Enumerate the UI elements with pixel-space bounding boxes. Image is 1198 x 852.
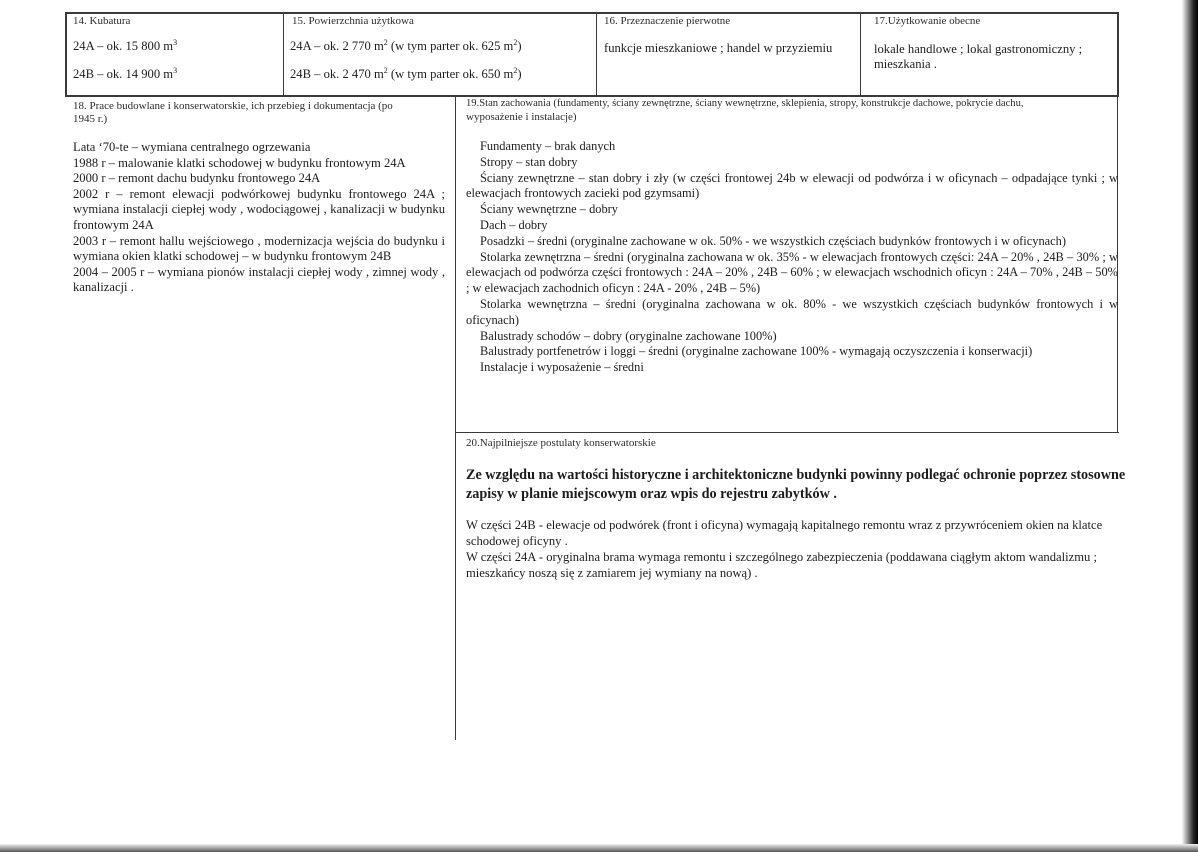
przeznaczenie-value: funkcje mieszkaniowe ; handel w przyziemiu: [604, 41, 833, 55]
kubatura-24a: [73, 38, 177, 54]
condition-entry: Ściany zewnętrzne – stan dobry i zły (w części frontowej 24b w elewacji od podwórza i w oficynach – odpadające tynki ; w elewacjach frontowych zacieki pod gzymsami): [466, 170, 1118, 201]
condition-entry: Instalacje i wyposażenie – średni: [480, 360, 644, 375]
postulate-headline: Ze względu na wartości historyczne i architektoniczne budynki powinny podlegać ochronie poprzez stosowne zapisy w planie miejscowym oraz wpis do rejestru zabytków .: [466, 467, 1126, 502]
condition-entry: Balustrady portfenetrów i loggi – średni (oryginalne zachowane 100% - wymagają oczyszczenia i konserwacji): [480, 344, 1033, 359]
work-entry: Lata ‘70-te – wymiana centralnego ogrzewania: [73, 140, 311, 154]
kubatura-24b: [73, 66, 177, 82]
condition-entry: Ściany wewnętrzne – dobry: [480, 202, 618, 217]
section-14-label: 14. Kubatura: [73, 15, 131, 27]
unit-exponent: 3: [173, 38, 178, 47]
powierzchnia-24b-post: (w tym parter ok. 650 m: [387, 67, 514, 81]
kubatura-24b-text: 24B – ok. 14 900 m: [73, 67, 174, 81]
divider-18-19: [455, 96, 456, 740]
work-entry: 2003 r – remont hallu wejściowego , modernizacja wejścia do budynku i wymiana okien klatki schodowej – w budynku frontowym 24B: [73, 233, 445, 264]
closing-paren: ): [517, 67, 522, 81]
condition-entry: Dach – dobry: [480, 217, 548, 232]
postulate-entry: W części 24A - oryginalna brama wymaga remontu i szczególnego zabezpieczenia (poddawana ciągłym aktom wandalizmu ; mieszkańcy noszą się z zamiarem jej wymiany na nową) .: [466, 550, 1097, 580]
unit-exponent: 3: [173, 66, 178, 75]
divider-16-17: [860, 12, 861, 97]
unit-exponent: 2: [383, 66, 388, 75]
closing-paren: ): [517, 39, 522, 53]
section-18-body: [73, 140, 445, 296]
unit-exponent: 2: [513, 66, 518, 75]
postulate-entry: W części 24B - elewacje od podwórek (front i oficyna) wymagają kapitalnego remontu wraz z przywróceniem okien na klatce schodowej oficyny .: [466, 518, 1103, 548]
powierzchnia-24a: [290, 38, 522, 54]
divider-15-16: [596, 12, 597, 97]
table-right-border: [1117, 12, 1119, 97]
work-entry: 2000 r – remont dachu budynku frontowego 24A: [73, 171, 321, 186]
scan-edge-bottom: [0, 844, 1198, 852]
section-20-label: 20.Najpilniejsze postulaty konserwatorskie: [466, 437, 656, 449]
condition-entry: Posadzki – średni (oryginalne zachowane w ok. 50% - we wszystkich częściach budynków frontowych i w oficynach): [480, 233, 1066, 248]
section-15-label: 15. Powierzchnia użytkowa: [292, 15, 414, 27]
powierzchnia-24a-post: (w tym parter ok. 625 m: [387, 39, 514, 53]
condition-entry: Stropy – stan dobry: [480, 154, 578, 169]
work-entry: 2004 – 2005 r – wymiana pionów instalacji ciepłej wody , zimnej wody , kanalizacji .: [73, 264, 445, 295]
unit-exponent: 2: [513, 38, 518, 47]
condition-entry: Stolarka zewnętrzna – średni (oryginalna zachowana w ok. 35% - w elewacjach frontowych części: 24A – 20% , 24B – 30% ; w elewacjach od podwórza części frontowych : 24A – 20% , 24B – 60% ; w elewacjach wschodnich oficyn : 24A – 70% , 24B – 50% ; w elewacjach zachodnich oficyn : 24A - 20% , 24B – 5%): [466, 249, 1118, 296]
condition-entry: Balustrady schodów – dobry (oryginalne zachowane 100%): [480, 328, 777, 343]
section-19-body: [466, 139, 1118, 376]
condition-entry: Fundamenty – brak danych: [480, 139, 616, 153]
section-18-label-line1: 18. Prace budowlane i konserwatorskie, ich przebieg i dokumentacja (po: [73, 100, 393, 112]
work-entry: 1988 r – malowanie klatki schodowej w budynku frontowym 24A: [73, 155, 406, 170]
section-19-label-line2: wyposażenie i instalacje): [466, 111, 577, 123]
table-left-border: [65, 12, 67, 97]
unit-exponent: 2: [383, 38, 388, 47]
uzytkowanie-line1: lokale handlowe ; lokal gastronomiczny ;: [874, 42, 1083, 56]
work-entry: 2002 r – remont elewacji podwórkowej budynku frontowego 24A ; wymiana instalacji ciepłej wody , wodociągowej , kanalizacji w budynku frontowym 24A: [73, 186, 445, 232]
section-16-label: 16. Przeznaczenie pierwotne: [604, 15, 731, 27]
section-18-label-line2: 1945 r.): [73, 113, 108, 125]
uzytkowanie-line2: mieszkania .: [874, 57, 937, 71]
powierzchnia-24a-pre: 24A – ok. 2 770 m: [290, 39, 384, 53]
table-top-border: [65, 12, 1118, 14]
divider-19-20: [456, 432, 1119, 433]
divider-14-15: [283, 12, 284, 97]
powierzchnia-24b-pre: 24B – ok. 2 470 m: [290, 67, 384, 81]
top-row-divider: [65, 95, 1118, 97]
condition-entry: Stolarka wewnętrzna – średni (oryginalna zachowana w ok. 80% - we wszystkich częściach budynków frontowych i w oficynach): [466, 296, 1118, 327]
section-17-label: 17.Użytkowanie obecne: [874, 15, 981, 27]
section-20-body: [466, 466, 1126, 581]
scan-edge-right: [1182, 0, 1198, 852]
section-19-label-line1: 19.Stan zachowania (fundamenty, ściany zewnętrzne, ściany wewnętrzne, sklepienia, stropy, konstrukcje dachowe, pokrycie dachu,: [466, 98, 1024, 109]
kubatura-24a-text: 24A – ok. 15 800 m: [73, 39, 174, 53]
powierzchnia-24b: [290, 66, 522, 82]
spacer: [466, 504, 1126, 517]
